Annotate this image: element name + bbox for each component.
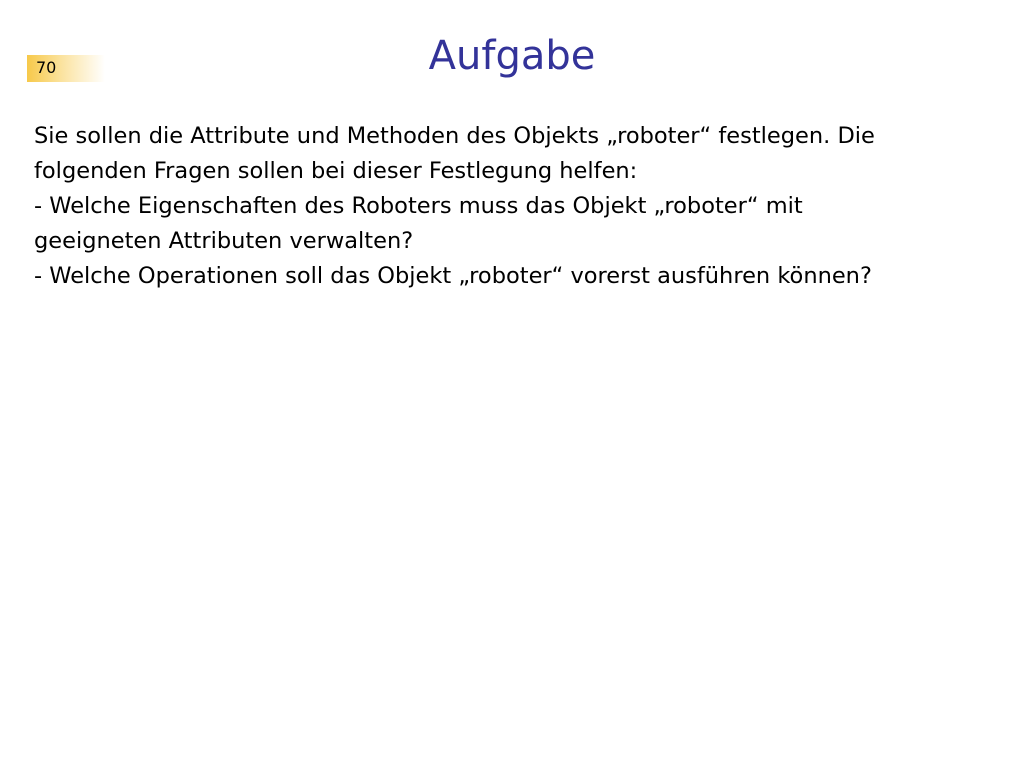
slide-title: Aufgabe	[428, 33, 596, 79]
body-line: folgenden Fragen sollen bei dieser Festlegung helfen:	[34, 158, 638, 184]
body-line: Sie sollen die Attribute und Methoden des Objekts „roboter“ festlegen. Die	[34, 123, 875, 149]
body-line: - Welche Operationen soll das Objekt „roboter“ vorerst ausführen können?	[34, 263, 872, 289]
slide-number: 70	[36, 58, 57, 77]
slide-body	[34, 119, 994, 294]
body-line: geeigneten Attributen verwalten?	[34, 228, 414, 254]
body-line: - Welche Eigenschaften des Roboters muss das Objekt „roboter“ mit	[34, 193, 803, 219]
